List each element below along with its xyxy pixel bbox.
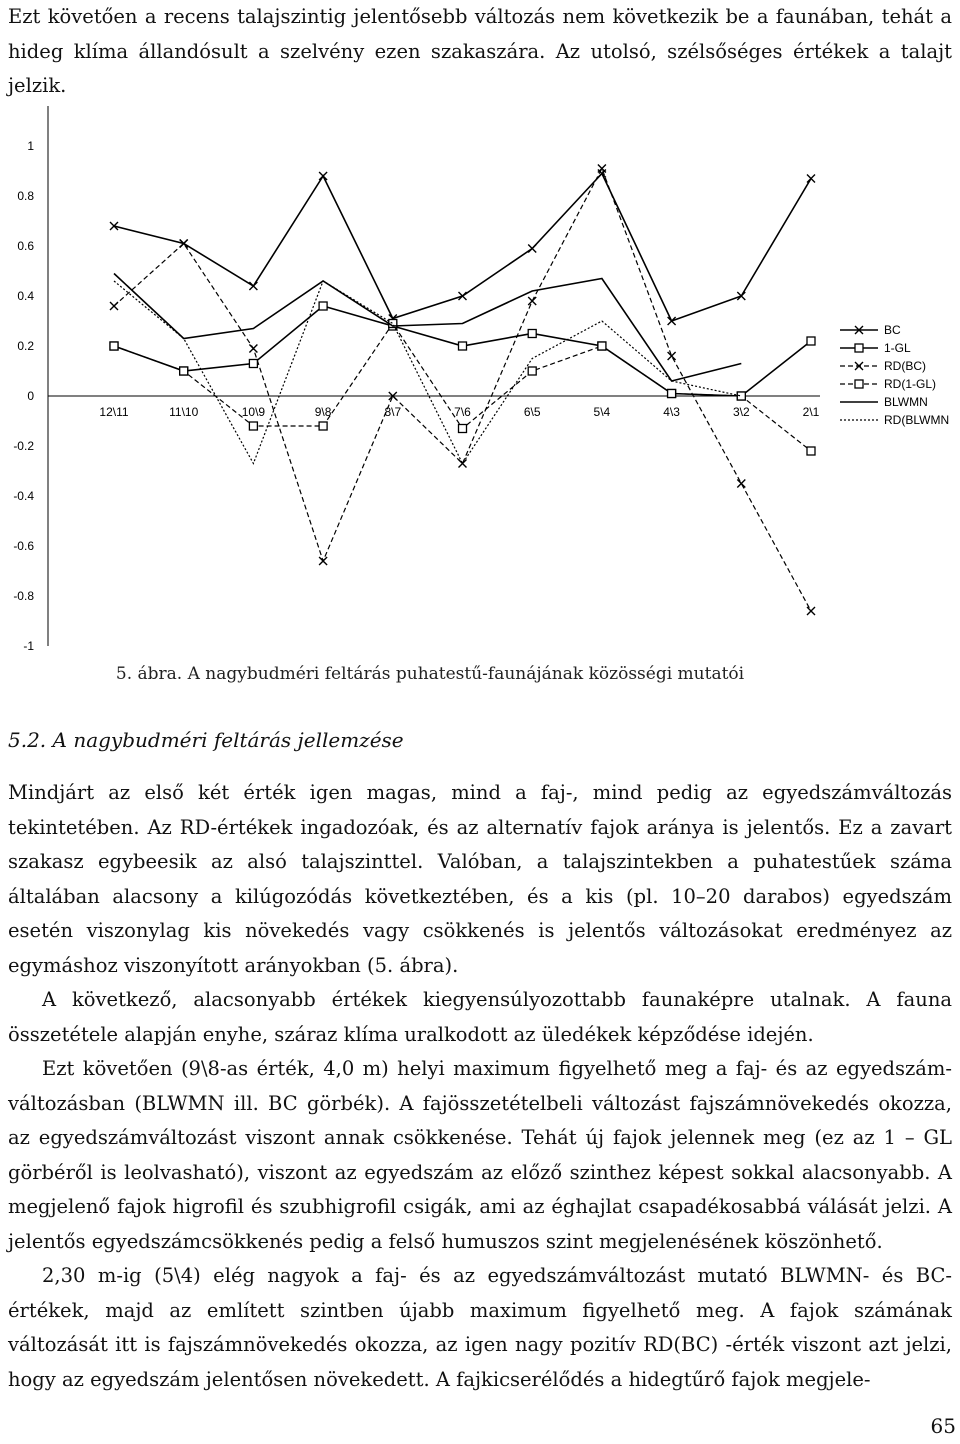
y-tick-label: 0.6 bbox=[17, 239, 34, 253]
series-bc bbox=[110, 170, 815, 326]
x-tick-label: 6\5 bbox=[523, 405, 541, 419]
y-tick-label: 0 bbox=[27, 389, 34, 403]
series-rd-blwmn bbox=[114, 281, 741, 464]
data-point bbox=[807, 447, 815, 455]
series-line bbox=[114, 306, 811, 396]
legend-item bbox=[840, 413, 949, 427]
x-tick-label: 7\6 bbox=[454, 405, 471, 419]
community-index-chart bbox=[0, 100, 960, 660]
intro-text: Ezt követően a recens talajszintig jelentősebb változás nem következik be a faunában, tehát a hideg klíma állandósult a szelvény ezen szakaszára. Az utolsó, szélsőséges értékek a talajt jelzik. bbox=[8, 5, 952, 97]
y-tick-label: -0.8 bbox=[13, 589, 34, 603]
legend-item bbox=[840, 323, 901, 337]
figure-caption: 5. ábra. A nagybudméri feltárás puhatestű-faunájának közösségi mutatói bbox=[115, 664, 745, 684]
y-tick-label: -0.6 bbox=[13, 539, 34, 553]
data-point bbox=[598, 165, 606, 173]
y-tick-label: -0.2 bbox=[13, 439, 34, 453]
data-point bbox=[528, 245, 536, 253]
legend-item bbox=[840, 395, 928, 409]
x-tick-label: 12\11 bbox=[99, 405, 129, 419]
series-line bbox=[114, 174, 811, 322]
series-line bbox=[114, 274, 741, 382]
chart-series bbox=[110, 165, 815, 616]
data-point bbox=[249, 422, 257, 430]
paragraph-3: Ezt követően (9\8-as érték, 4,0 m) helyi maximum figyelhető meg a faj- és az egyedszám-változásban (BLWMN ill. BC görbék). A fajösszetételbeli változást fajszámnövekedés okozza, az egyedszámváltozást viszont annak csökkenése. Tehát új fajok jelennek meg (ez az 1 – GL görbéről is leolvasható), viszont az egyedszám az előző szinthez képest sokkal alacsonyabb. A megjelenő fajok higrofil és szubhigrofil csigák, ami az éghajlat csapadékosabbá válását jelzi. A jelentős egyedszámcsökkenés pedig a felső humuszos szint megjelenésének köszönhető. bbox=[8, 1057, 952, 1253]
intro-paragraph bbox=[8, 0, 952, 104]
legend-label: RD(BC) bbox=[884, 359, 926, 373]
y-tick-label: -1 bbox=[23, 639, 34, 653]
data-point bbox=[110, 342, 118, 350]
legend-item bbox=[840, 359, 926, 373]
data-point bbox=[668, 390, 676, 398]
data-point bbox=[319, 172, 327, 180]
y-tick-label: 0.2 bbox=[17, 339, 34, 353]
legend-item bbox=[840, 377, 936, 391]
data-point bbox=[459, 342, 467, 350]
paragraph-2: A következő, alacsonyabb értékek kiegyensúlyozottabb faunaképre utalnak. A fauna összetétele alapján enyhe, száraz klíma uralkodott az üledékek képződése idején. bbox=[8, 988, 952, 1046]
data-point bbox=[528, 297, 536, 305]
paragraph-1: Mindjárt az első két érték igen magas, mind a faj-, mind pedig az egyedszámváltozás tekintetében. Az RD-értékek ingadozóak, és az alternatív fajok aránya is jelentős. Ez a zavart szakasz egybeesik az alsó talajszinttel. Valóban, a talajszintekben a puhatestűek száma általában alacsony a kilúgozódás következtében, és a kis (pl. 10–20 darabos) egyedszám esetén viszonylag kis növekedés vagy csökkenés is jelentős változásokat eredményez az egymáshoz viszonyított arányokban (5. ábra). bbox=[8, 781, 952, 977]
series-line bbox=[114, 281, 741, 464]
legend-label: 1-GL bbox=[884, 341, 911, 355]
data-point bbox=[737, 480, 745, 488]
y-tick-label: 1 bbox=[27, 139, 34, 153]
data-point bbox=[249, 345, 257, 353]
data-point bbox=[459, 460, 467, 468]
series-blwmn bbox=[114, 274, 741, 382]
legend-item bbox=[840, 341, 911, 355]
legend-marker bbox=[855, 344, 863, 352]
x-tick-label: 2\1 bbox=[802, 405, 820, 419]
data-point bbox=[807, 607, 815, 615]
chart-axes bbox=[13, 106, 820, 653]
data-point bbox=[528, 367, 536, 375]
data-point bbox=[319, 557, 327, 565]
x-tick-label: 4\3 bbox=[663, 405, 680, 419]
x-tick-label: 8\7 bbox=[384, 405, 402, 419]
page-number: 65 bbox=[930, 1414, 956, 1438]
series-1-gl bbox=[110, 302, 815, 400]
data-point bbox=[459, 292, 467, 300]
legend-marker bbox=[855, 380, 863, 388]
x-tick-label: 3\2 bbox=[732, 405, 750, 419]
x-tick-label: 5\4 bbox=[593, 405, 611, 419]
y-tick-label: 0.8 bbox=[17, 189, 34, 203]
legend-label: RD(1-GL) bbox=[884, 377, 937, 391]
x-tick-label: 11\10 bbox=[169, 405, 199, 419]
body-text bbox=[8, 776, 952, 1397]
data-point bbox=[668, 352, 676, 360]
data-point bbox=[319, 302, 327, 310]
y-tick-label: 0.4 bbox=[17, 289, 34, 303]
paragraph-4: 2,30 m-ig (5\4) elég nagyok a faj- és az egyedszámváltozást mutató BLWMN- és BC-értékek, majd az említett szintben újabb maximum figyelhető meg. A fajok számának változását itt is fajszámnövekedés okozza, az igen nagy pozitív RD(BC) -érték viszont azt jelzi, hogy az egyedszám jelentősen növekedett. A fajkicserélődés a hidegtűrő fajok megjele- bbox=[8, 1264, 952, 1391]
data-point bbox=[249, 360, 257, 368]
data-point bbox=[319, 422, 327, 430]
x-tick-label: 9\8 bbox=[314, 405, 332, 419]
data-point bbox=[459, 425, 467, 433]
legend-label: BC bbox=[884, 323, 901, 337]
data-point bbox=[180, 367, 188, 375]
data-point bbox=[668, 317, 676, 325]
data-point bbox=[807, 337, 815, 345]
data-point bbox=[249, 282, 257, 290]
chart-legend bbox=[840, 323, 949, 427]
legend-label: RD(BLWMN bbox=[884, 413, 950, 427]
section-heading: 5.2. A nagybudméri feltárás jellemzése bbox=[8, 728, 404, 752]
data-point bbox=[737, 292, 745, 300]
data-point bbox=[598, 342, 606, 350]
data-point bbox=[110, 302, 118, 310]
data-point bbox=[528, 330, 536, 338]
legend-label: BLWMN bbox=[884, 395, 928, 409]
x-tick-label: 10\9 bbox=[241, 405, 266, 419]
data-point bbox=[807, 175, 815, 183]
y-tick-label: -0.4 bbox=[13, 489, 34, 503]
series-rd-1-gl- bbox=[110, 320, 815, 456]
series-rd-bc- bbox=[110, 165, 815, 616]
series-line bbox=[114, 169, 811, 612]
